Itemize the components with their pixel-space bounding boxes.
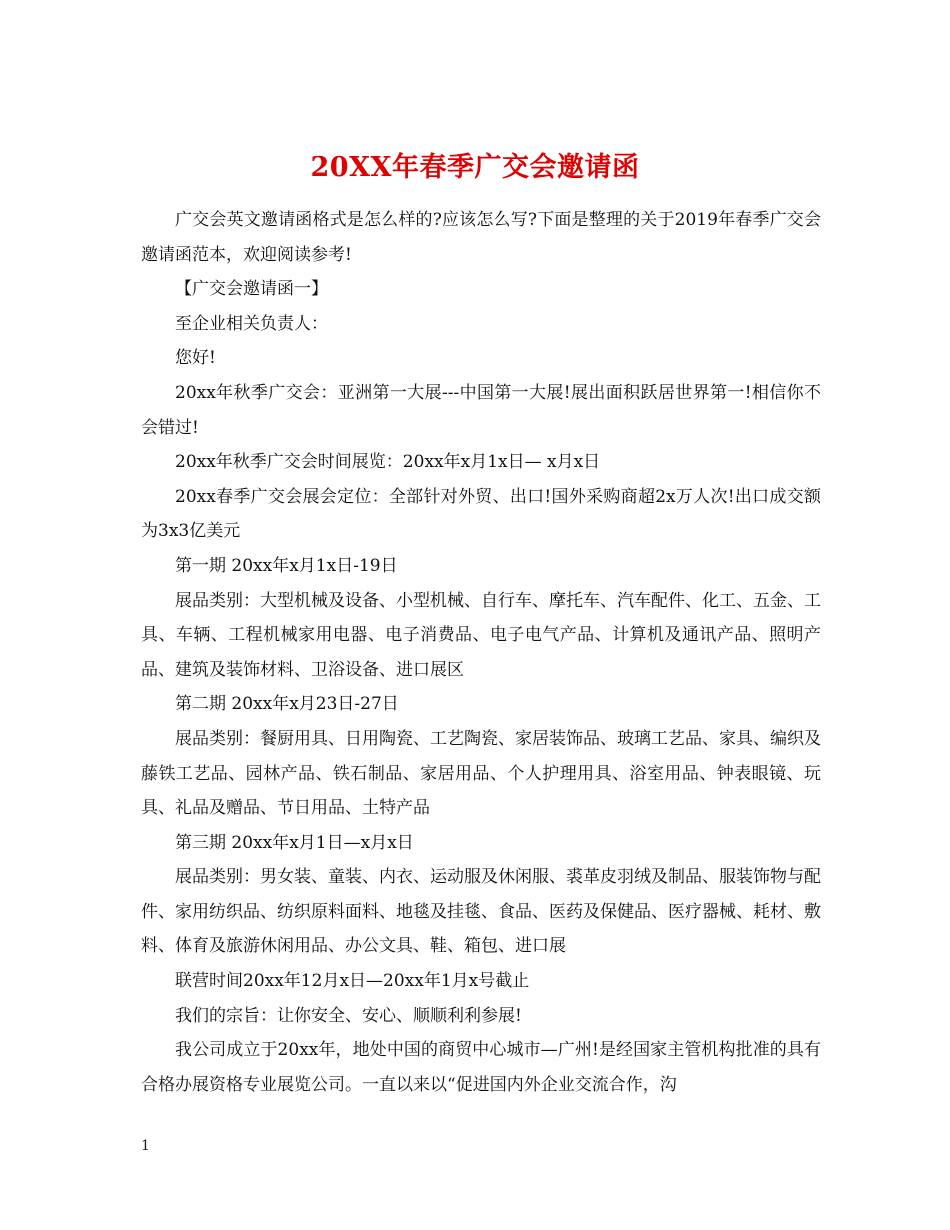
phase-heading: 第二期 20xx年x月23日-27日 xyxy=(175,694,399,715)
paragraph: 联营时间20xx年12月x日—20xx年1月x号截止 xyxy=(175,971,530,992)
paragraph: 展品类别：大型机械及设备、小型机械、自行车、摩托车、汽车配件、化工、五金、工具、车辆、工程机械家用电器、电子消费品、电子电气产品、计算机及通讯产品、照明产品、建筑及装饰材料、卫浴设备、进口展区 xyxy=(141,590,821,680)
phase-heading: 第三期 20xx年x月1日—x月x日 xyxy=(175,832,414,853)
paragraph: 我公司成立于20xx年，地处中国的商贸中心城市—广州!是经国家主管机构批准的具有合格办展资格专业展览公司。一直以来以“促进国内外企业交流合作，沟 xyxy=(141,1040,821,1095)
section-heading: 【广交会邀请函一】 xyxy=(175,279,328,300)
paragraph: 展品类别：男女装、童装、内衣、运动服及休闲服、裘革皮羽绒及制品、服装饰物与配件、家用纺织品、纺织原料面料、地毯及挂毯、食品、医药及保健品、医疗器械、耗材、敷料、体育及旅游休闲用品、办公文具、鞋、箱包、进口展 xyxy=(141,867,821,957)
paragraph: 20xx春季广交会展会定位：全部针对外贸、出口!国外采购商超2x万人次!出口成交额为3x3亿美元 xyxy=(141,486,821,542)
paragraph: 我们的宗旨：让你安全、安心、顺顺利利参展! xyxy=(175,1005,522,1026)
document-title: 20XX年春季广交会邀请函 xyxy=(310,152,640,184)
intro-paragraph: 广交会英文邀请函格式是怎么样的?应该怎么写?下面是整理的关于2019年春季广交会邀请函范本，欢迎阅读参考! xyxy=(141,210,821,265)
greeting: 您好! xyxy=(175,348,216,369)
paragraph: 20xx年秋季广交会：亚洲第一大展---中国第一大展!展出面积跃居世界第一!相信你不会错过! xyxy=(141,382,821,438)
paragraph: 展品类别：餐厨用具、日用陶瓷、工艺陶瓷、家居装饰品、玻璃工艺品、家具、编织及藤铁工艺品、园林产品、铁石制品、家居用品、个人护理用具、浴室用品、钟表眼镜、玩具、礼品及赠品、节日用品、土特产品 xyxy=(141,728,821,819)
page-number: 1 xyxy=(141,1138,150,1154)
salutation: 至企业相关负责人： xyxy=(175,313,328,334)
phase-heading: 第一期 20xx年x月1x日-19日 xyxy=(175,555,398,576)
paragraph: 20xx年秋季广交会时间展览：20xx年x月1x日— x月x日 xyxy=(175,452,601,473)
document-body xyxy=(141,203,821,1102)
